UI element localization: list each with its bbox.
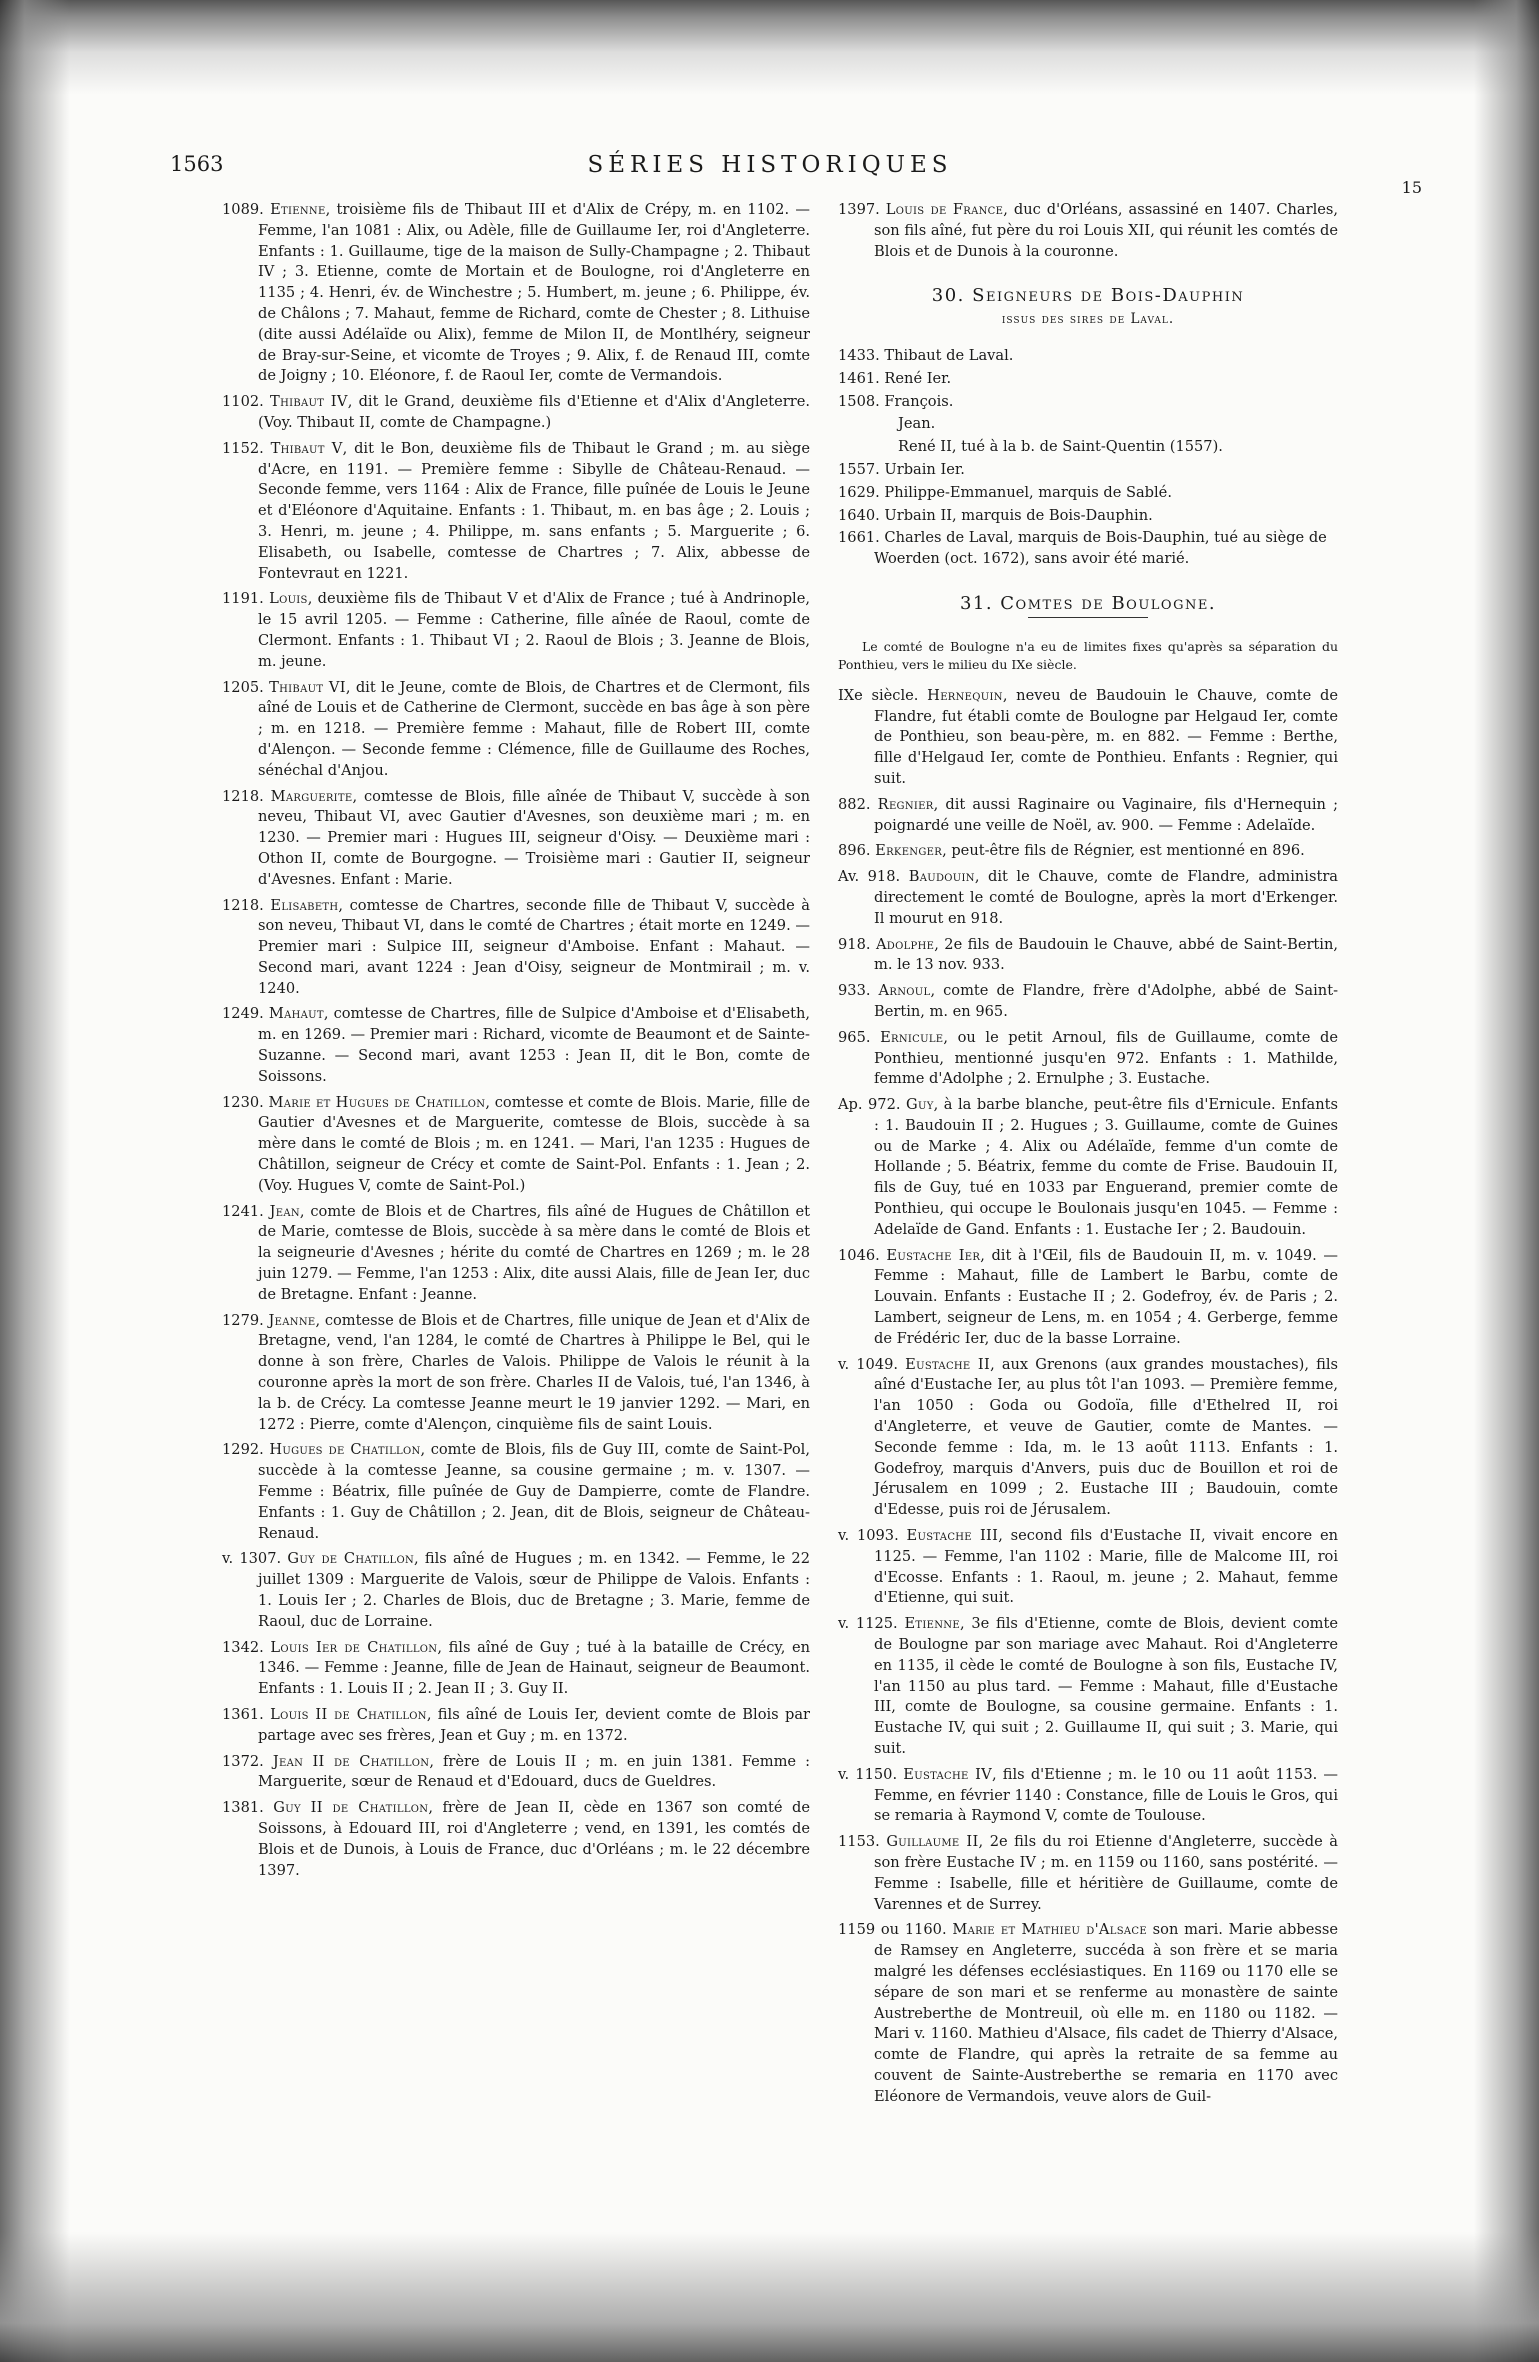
scan-edge-left [0,0,70,2362]
entry-text: , fils aîné de Louis Ier, devient comte de Blois par partage avec ses frères, Jean et Guy ; m. en 1372. [258,1705,811,1744]
genealogy-entry [222,589,810,672]
entry-date: 1433. [838,346,880,364]
entry-text: Urbain Ier. [884,460,965,478]
entry-text: , fils aîné de Guy ; tué à la bataille de Crécy, en 1346. — Femme : Jeanne, fille de Jean de Hainaut, seigneur de Beaumont. Enfants : 1. Louis II ; 2. Jean II ; 3. Guy II. [258,1638,810,1698]
genealogy-entry [838,1246,1338,1350]
genealogy-entry [838,1526,1338,1609]
entry-text: Urbain II, marquis de Bois-Dauphin. [884,506,1153,524]
entry-date: 1089. [222,201,264,218]
lineage-entry [838,528,1338,570]
genealogy-entry [838,1765,1338,1827]
genealogy-entry [222,392,810,434]
entry-text: , duc d'Orléans, assassiné en 1407. Charles, son fils aîné, fut père du roi Louis XII, qui réunit les comtés de Blois et de Dunois à la couronne. [874,201,1339,260]
entry-name: Guy II de Chatillon [273,1799,429,1817]
genealogy-entry [222,1440,810,1544]
entry-text: , ou le petit Arnoul, fils de Guillaume, comte de Ponthieu, mentionné jusqu'en 972. Enfants : 1. Mathilde, femme d'Adolphe ; 2. Ernulphe ; 3. Eustache. [874,1028,1338,1088]
genealogy-entry [838,1832,1338,1915]
entry-date: 1046. [838,1246,880,1264]
right-column [838,200,1338,2113]
entry-date: v. 1307. [222,1550,282,1568]
lineage-entry [838,392,1338,413]
entry-text: , dit aussi Raginaire ou Vaginaire, fils d'Hernequin ; poignardé une veille de Noël, av. 900. — Femme : Adelaïde. [874,795,1338,834]
entry-name: Erkenger [875,842,943,860]
entry-text: , 2e fils du roi Etienne d'Angleterre, succède à son frère Eustache IV ; m. en 1159 ou 1160, sans postérité. — Femme : Isabelle, fille et héritière de Guillaume, comte de Varennes et de Surrey. [874,1833,1338,1913]
lineage-entry [838,460,1338,481]
genealogy-entry [222,439,810,585]
section-30-list [838,346,1338,570]
entry-text: , peut-être fils de Régnier, est mentionné en 896. [942,842,1305,860]
entry-text: , deuxième fils de Thibaut V et d'Alix de France ; tué à Andrinople, le 15 avril 1205. — Femme : Catherine, fille aînée de Raoul, comte de Clermont. Enfants : 1. Thibaut VI ; 2. Raoul de Blois ; 3. Jeanne de Blois, m. jeune. [258,590,811,670]
entry-text: Thibaut de Laval. [884,346,1014,364]
entry-name: Thibaut V [270,439,343,457]
lineage-entry [838,437,1338,458]
entry-name: Guillaume II [886,1833,979,1851]
entry-name: Jean [269,1202,300,1220]
entry-text: , fils d'Etienne ; m. le 10 ou 11 août 1153. — Femme, en février 1140 : Constance, fille de Louis le Gros, qui se remaria à Raymond V, comte de Toulouse. [874,1765,1338,1825]
entry-text: , dit le Grand, deuxième fils d'Etienne et d'Alix d'Angleterre. (Voy. Thibaut II, comte de Champagne.) [258,393,811,431]
entry-text: , comtesse de Chartres, fille de Sulpice d'Amboise et d'Elisabeth, m. en 1269. — Premier mari : Richard, vicomte de Beaumont et de Sainte-Suzanne. — Second mari, avant 1253 : Jean II, dit le Bon, comte de Soissons. [258,1005,811,1085]
entry-name: Arnoul [878,982,931,1000]
entry-name: Baudouin [908,868,975,886]
entry-text: , 3e fils d'Etienne, comte de Blois, devient comte de Boulogne par son mariage avec Mahaut. Roi d'Angleterre en 1135, il cède le comté de Boulogne à son fils, Eustache IV, l'an 1150 au plus tard. — Femme : Mahaut, fille d'Eustache III, comte de Boulogne, sa cousine germaine. Enfants : 1. Eustache IV, qui suit ; 2. Guillaume II, qui suit ; 3. Marie, qui suit. [874,1615,1339,1757]
section-divider [1028,617,1148,618]
entry-date: v. 1125. [838,1615,898,1633]
entry-date: 1557. [838,460,880,478]
entry-date: 1159 ou 1160. [838,1921,947,1939]
entry-date: 1153. [838,1833,880,1851]
entry-date: 933. [838,982,871,1000]
entry-name: Regnier [877,795,934,813]
genealogy-entry [222,1798,810,1881]
genealogy-entry [222,678,810,782]
page-header [170,152,1422,197]
entry-name: Hernequin [927,686,1003,704]
genealogy-entry [222,1705,810,1747]
genealogy-entry [222,1549,810,1632]
lineage-entry [838,414,1338,435]
entry-date: 1279. [222,1311,264,1329]
entry-text: , frère de Jean II, cède en 1367 son comté de Soissons, à Edouard III, roi d'Angleterre ; vend, en 1391, les comtés de Blois et de Dunois, à Louis de France, duc d'Orléans ; m. le 22 décembre 1397. [258,1799,811,1879]
lineage-entry [838,369,1338,390]
entry-text: , dit à l'Œil, fils de Baudouin II, m. v. 1049. — Femme : Mahaut, fille de Lambert le Barbu, comte de Louvain. Enfants : Eustache II ; 2. Godefroy, év. de Paris ; 2. Lambert, seigneur de Lens, m. en 1054 ; 4. Gerberge, femme de Frédéric Ier, duc de la basse Lorraine. [874,1246,1339,1347]
entry-text: , comtesse de Blois, fille aînée de Thibaut V, succède à son neveu, Thibaut VI, avec Gautier d'Avesnes, son deuxième mari ; m. en 1230. — Premier mari : Hugues III, seigneur d'Oisy. — Deuxième mari : Othon II, comte de Bourgogne. — Troisième mari : Gautier II, seigneur d'Avesnes. Enfant : Marie. [258,787,811,888]
entry-name: Mahaut [268,1005,324,1023]
genealogy-entry [838,686,1338,790]
entry-text: François. [884,392,954,410]
entry-text: Philippe-Emmanuel, marquis de Sablé. [884,483,1172,501]
entry-text: , 2e fils de Baudouin le Chauve, abbé de Saint-Bertin, m. le 13 nov. 933. [874,935,1338,974]
entry-name: Eustache III [906,1527,999,1545]
entry-text: son mari. Marie abbesse de Ramsey en Angleterre, succéda à son frère et se maria malgré les défenses ecclésiastiques. En 1169 ou 1170 elle se sépare de son mari et se renferme au monastère de sainte Austreberthe de Montreuil, où elle m. en 1180 ou 1182. — Mari v. 1160. Mathieu d'Alsace, fils cadet de Thierry d'Alsace, comte de Flandre, qui après la retraite de sa femme au couvent de Sainte-Austreberthe se remaria en 1170 avec Eléonore de Vermandois, veuve alors de Guil- [874,1921,1338,2105]
genealogy-entry [222,1638,810,1700]
genealogy-entry [838,935,1338,977]
entry-date: v. 1049. [838,1355,899,1373]
entry-text: , comtesse et comte de Blois. Marie, fille de Gautier d'Avesnes et de Marguerite, comtesse de Blois, succède à sa mère dans le comté de Blois ; m. en 1241. — Mari, l'an 1235 : Hugues de Châtillon, seigneur de Crécy et comte de Saint-Pol. Enfants : 1. Jean ; 2. (Voy. Hugues V, comte de Saint-Pol.) [258,1093,810,1194]
left-column [222,200,810,1886]
entry-date: 965. [838,1028,871,1046]
genealogy-entry [838,1355,1338,1521]
entry-date: 1292. [222,1441,264,1459]
entry-date: IXe siècle. [838,686,919,704]
entry-date: 896. [838,842,871,860]
entry-text: , dit le Bon, deuxième fils de Thibaut le Grand ; m. au siège d'Acre, en 1191. — Première femme : Sibylle de Château-Renaud. — Seconde femme, vers 1164 : Alix de France, fille puînée de Louis le Jeune et d'Eléonore d'Aquitaine. Enfants : 1. Thibaut, m. en bas âge ; 2. Louis ; 3. Henri, m. jeune ; 4. Philippe, m. sans enfants ; 5. Marguerite ; 6. Elisabeth, ou Isabelle, comtesse de Chartres ; 7. Alix, abbesse de Fontevraut en 1221. [258,439,811,582]
entry-name: Eustache II [905,1355,991,1373]
entry-text: , frère de Louis II ; m. en juin 1381. Femme : Marguerite, sœur de Renaud et d'Edouard, ducs de Gueldres. [258,1752,811,1791]
entry-text: , comte de Blois et de Chartres, fils aîné de Hugues de Châtillon et de Marie, comtesse de Blois, succède à sa mère dans le comté de Blois et la seigneurie d'Avesnes ; hérite du comté de Chartres en 1269 ; m. le 28 juin 1279. — Femme, l'an 1253 : Alix, dite aussi Alais, fille de Jean Ier, duc de Bretagne. Enfant : Jeanne. [258,1202,811,1303]
entry-name: Eustache Ier [886,1246,981,1264]
entry-text: , dit le Jeune, comte de Blois, de Chartres et de Clermont, fils aîné de Louis et de Catherine de Clermont, succède en bas âge à son père ; m. en 1218. — Première femme : Mahaut, fille de Robert III, comte d'Alençon. — Seconde femme : Clémence, fille de Guillaume des Roches, sénéchal d'Anjou. [258,678,811,779]
entry-date: 1205. [222,678,264,696]
entry-date: 918. [838,935,871,953]
entry-name: Jean II de Chatillon [272,1752,430,1770]
entry-text: , troisième fils de Thibaut III et d'Alix de Crépy, m. en 1102. — Femme, l'an 1081 : Alix, ou Adèle, fille de Guillaume Ier, roi d'Angleterre. Enfants : 1. Guillaume, tige de la maison de Sully-Champagne ; 2. Thibaut IV ; 3. Etienne, comte de Mortain et de Boulogne, roi d'Angleterre en 1135 ; 4. Henri, év. de Winchestre ; 5. Humbert, m. jeune ; 6. Philippe, év. de Châlons ; 7. Mahaut, femme de Richard, comte de Chester ; 8. Lithuise (dite aussi Adélaïde ou Alix), femme de Milon II, de Montlhéry, seigneur de Bray-sur-Seine, et vicomte de Troyes ; 9. Alix, f. de Renaud III, comte de Joigny ; 10. Eléonore, f. de Raoul Ier, comte de Vermandois. [258,201,810,385]
genealogy-entry [222,1004,810,1087]
running-title: SÉRIES HISTORIQUES [587,152,953,178]
genealogy-entry [222,200,810,387]
entry-text: , comte de Flandre, frère d'Adolphe, abbé de Saint-Bertin, m. en 965. [874,982,1338,1020]
entry-name: Adolphe [875,935,935,953]
entry-text: René II, tué à la b. de Saint-Quentin (1557). [898,438,1223,456]
entry-text: , à la barbe blanche, peut-être fils d'Ernicule. Enfants : 1. Baudouin II ; 2. Hugues ; 3. Guillaume, comte de Guines ou de Marke ; 4. Alix ou Adélaïde, femme d'un comte de Hollande ; 5. Béatrix, femme du comte de Frise. Baudouin II, fils de Guy, tué en 1033 par Enguerand, premier comte de Ponthieu, qui occupe le Boulonais jusqu'en 1045. — Femme : Adelaïde de Gand. Enfants : 1. Eustache Ier ; 2. Baudouin. [874,1096,1339,1238]
genealogy-entry [222,787,810,891]
entry-date: 1218. [222,896,264,914]
entry-text: , comte de Blois, fils de Guy III, comte de Saint-Pol, succède à la comtesse Jeanne, sa cousine germaine ; m. v. 1307. — Femme : Béatrix, fille puînée de Guy de Dampierre, comte de Flandre. Enfants : 1. Guy de Châtillon ; 2. Jean, dit de Blois, seigneur de Château-Renaud. [258,1441,810,1542]
entry-name: Ernicule [880,1028,944,1046]
entry-name: Marguerite [270,787,353,805]
entry-date: Av. 918. [838,868,901,886]
entry-date: 1230. [222,1093,264,1111]
entry-name: Marie et Mathieu d'Alsace [952,1921,1147,1939]
section-30-title: 30. Seigneurs de Bois-Dauphin [931,285,1245,307]
entry-text: , comtesse de Blois et de Chartres, fille unique de Jean et d'Alix de Bretagne, vend, l'an 1284, le comté de Chartres à Philippe le Bel, qui le donne à son frère, Charles de Valois. Philippe de Valois le réunit à la couronne après la mort de son frère. Charles II de Valois, tué, l'an 1346, à la b. de Crécy. La comtesse Jeanne meurt le 19 janvier 1292. — Mari, en 1272 : Pierre, comte d'Alençon, cinquième fils de saint Louis. [258,1311,810,1433]
genealogy-entry [222,1093,810,1197]
entry-name: Guy de Chatillon [287,1550,414,1568]
page-number: 1563 [170,152,224,176]
entry-name: Eustache IV [903,1765,992,1783]
genealogy-entry [222,1202,810,1306]
entry-text: , aux Grenons (aux grandes moustaches), fils aîné d'Eustache Ier, au plus tôt l'an 1093. — Première femme, l'an 1050 : Goda ou Godoïa, fille d'Ethelred II, roi d'Angleterre, et veuve de Gautier, comte de Mantes. — Seconde femme : Ida, m. le 13 août 1113. Enfants : 1. Godefroy, marquis d'Anvers, puis duc de Bouillon et roi de Jérusalem en 1099 ; 2. Eustache III ; Baudouin, comte d'Edesse, puis roi de Jérusalem. [874,1355,1338,1519]
entry-date: 1249. [222,1005,264,1023]
entry-name: Elisabeth [270,896,339,914]
genealogy-entry [222,1311,810,1436]
entry-date: 1191. [222,590,264,608]
scan-edge-top [0,0,1539,95]
opening-entry [838,200,1338,262]
scan-edge-bottom [0,2232,1539,2362]
genealogy-entry [838,867,1338,929]
entry-date: 1381. [222,1799,264,1817]
section-31-intro: Le comté de Boulogne n'a eu de limites fixes qu'après sa séparation du Ponthieu, vers le milieu du IXe siècle. [838,638,1338,672]
genealogy-entry [838,1028,1338,1090]
scan-edge-right [1474,0,1539,2362]
entry-date: 1102. [222,393,264,411]
entry-name: Louis de France [885,201,1004,218]
genealogy-entry [222,1752,810,1794]
entry-date: 1461. [838,369,880,387]
entry-text: , second fils d'Eustache II, vivait encore en 1125. — Femme, l'an 1102 : Marie, fille de Malcome III, roi d'Ecosse. Enfants : 1. Raoul, m. jeune ; 2. Mahaut, femme d'Etienne, qui suit. [874,1527,1339,1607]
genealogy-entry [838,1920,1338,2107]
genealogy-entry [838,981,1338,1023]
genealogy-entry [838,1095,1338,1241]
entry-date: 1361. [222,1705,264,1723]
entry-name: Jeanne [268,1311,316,1329]
entry-date: 1397. [838,201,880,218]
entry-date: 1661. [838,529,880,547]
entry-date: v. 1150. [838,1765,898,1783]
entry-text: Jean. [898,415,936,433]
entry-name: Etienne [904,1615,960,1633]
entry-name: Hugues de Chatillon [269,1441,421,1459]
entry-date: 1508. [838,392,880,410]
genealogy-entry [838,1614,1338,1760]
section-30-subtitle: issus des sires de Laval. [1001,311,1175,328]
section-31-list [838,686,1338,2108]
entry-name: Louis II de Chatillon [270,1705,427,1723]
entry-name: Etienne [270,201,326,218]
entry-date: 1218. [222,787,264,805]
genealogy-entry [838,841,1338,862]
entry-date: Ap. 972. [838,1096,901,1114]
entry-date: 1640. [838,506,880,524]
entry-date: 1342. [222,1638,264,1656]
entry-text: , dit le Chauve, comte de Flandre, administra directement le comté de Boulogne, après la mort d'Erkenger. Il mourut en 918. [874,868,1339,927]
entry-name: Thibaut IV [270,393,348,411]
entry-text: , fils aîné de Hugues ; m. en 1342. — Femme, le 22 juillet 1309 : Marguerite de Valois, sœur de Philippe de Valois. Enfants : 1. Louis Ier ; 2. Charles de Blois, duc de Bretagne ; 3. Marie, femme de Raoul, duc de Lorraine. [258,1550,810,1630]
lineage-entry [838,506,1338,527]
lineage-entry [838,483,1338,504]
entry-date: v. 1093. [838,1527,899,1545]
entry-date: 1241. [222,1202,264,1220]
entry-name: Louis [269,590,308,608]
entry-date: 1629. [838,483,880,501]
section-31-title: 31. Comtes de Boulogne. [959,592,1217,614]
entry-text: , neveu de Baudouin le Chauve, comte de Flandre, fut établi comte de Boulogne par Helgaud Ier, comte de Ponthieu, son beau-père, m. en 882. — Femme : Berthe, fille d'Helgaud Ier, comte de Ponthieu. Enfants : Regnier, qui suit. [874,686,1339,787]
entry-name: Marie et Hugues de Chatillon [268,1093,486,1111]
entry-name: Louis Ier de Chatillon [270,1638,438,1656]
lineage-entry [838,346,1338,367]
entry-text: René Ier. [884,369,952,387]
genealogy-entry [222,896,810,1000]
entry-text: Charles de Laval, marquis de Bois-Dauphin, tué au siège de Woerden (oct. 1672), sans avoir été marié. [874,529,1327,568]
entry-date: 1152. [222,439,264,457]
entry-date: 882. [838,795,871,813]
genealogy-entry [838,795,1338,837]
entry-date: 1372. [222,1752,264,1770]
entry-name: Guy [906,1096,934,1114]
entry-text: , comtesse de Chartres, seconde fille de Thibaut V, succède à son neveu, Thibaut VI, dans le comté de Chartres ; était morte en 1249. — Premier mari : Sulpice III, seigneur d'Amboise. Enfant : Mahaut. — Second mari, avant 1224 : Jean d'Oisy, seigneur de Montmirail ; m. v. 1240. [258,896,810,997]
margin-mark: 15 [1401,178,1422,197]
entry-name: Thibaut VI [269,678,346,696]
